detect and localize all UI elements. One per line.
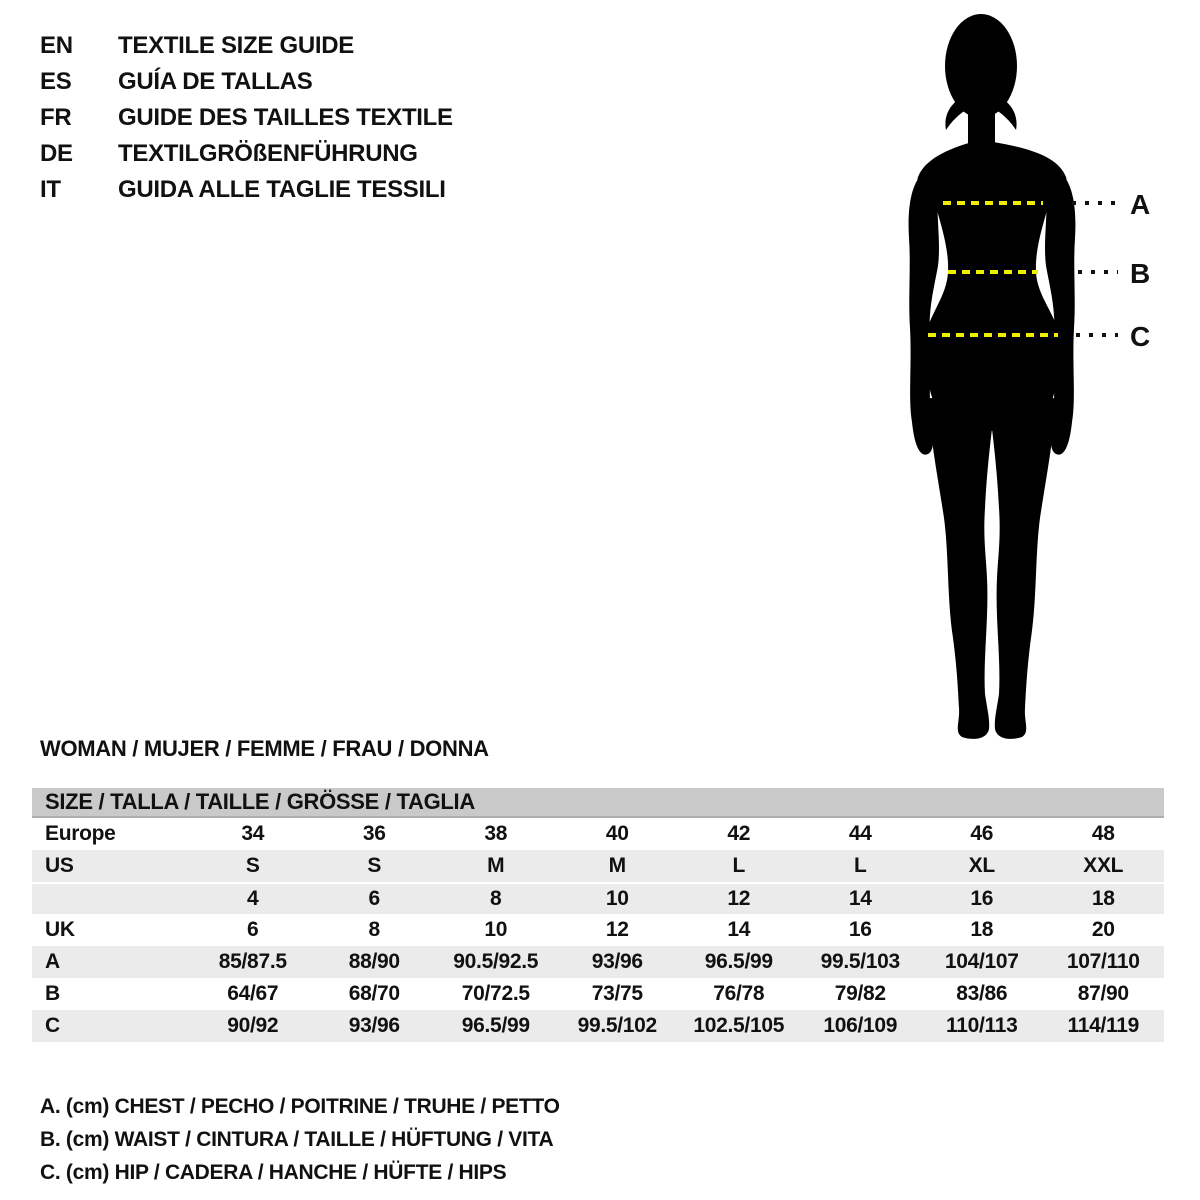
table-header: SIZE / TALLA / TAILLE / GRÖSSE / TAGLIA — [32, 788, 1164, 818]
table-cell: 73/75 — [591, 982, 643, 1005]
table-cell: M — [608, 854, 626, 877]
table-cell: 12 — [605, 918, 629, 941]
language-title: TEXTILE SIZE GUIDE — [118, 32, 354, 59]
table-cell: L — [732, 854, 746, 877]
row-label: A — [45, 950, 60, 973]
table-cell: 93/96 — [591, 950, 643, 973]
language-title: GUIDA ALLE TAGLIE TESSILI — [118, 176, 446, 203]
table-row-waist — [32, 978, 1164, 1010]
table-row-chest — [32, 946, 1164, 978]
table-row-hip — [32, 1010, 1164, 1042]
language-code: EN — [40, 32, 73, 59]
language-row-en — [40, 28, 453, 64]
table-cell: 14 — [727, 918, 751, 941]
table-cell: 4 — [247, 887, 259, 910]
woman-silhouette-icon — [909, 14, 1076, 739]
table-cell: 70/72.5 — [461, 982, 530, 1005]
language-code: FR — [40, 104, 72, 131]
language-row-de — [40, 136, 453, 172]
marker-label-b: B — [1130, 258, 1151, 289]
table-row-us-number — [32, 882, 1164, 914]
table-cell: 18 — [970, 918, 994, 941]
table-cell: 46 — [970, 822, 994, 845]
table-cell: 20 — [1091, 918, 1115, 941]
table-cell: 114/119 — [1067, 1014, 1139, 1037]
table-cell: 36 — [362, 822, 386, 845]
table-cell: 8 — [490, 887, 502, 910]
legend-waist: B. (cm) WAIST / CINTURA / TAILLE / HÜFTUNG / VITA — [40, 1127, 554, 1151]
table-cell: 87/90 — [1077, 982, 1129, 1005]
table-cell: 99.5/102 — [577, 1014, 657, 1037]
language-code: ES — [40, 68, 72, 95]
table-cell: 93/96 — [348, 1014, 400, 1037]
table-cell: 14 — [848, 887, 872, 910]
measurement-legend — [40, 1090, 560, 1189]
table-cell: S — [245, 854, 260, 877]
table-cell: 12 — [727, 887, 751, 910]
row-label: US — [45, 854, 74, 877]
table-cell: 6 — [368, 887, 380, 910]
table-cell: 106/109 — [823, 1014, 898, 1037]
table-cell: 96.5/99 — [704, 950, 773, 973]
table-cell: M — [487, 854, 505, 877]
marker-label-c: C — [1130, 321, 1151, 352]
table-cell: 96.5/99 — [461, 1014, 530, 1037]
table-cell: 44 — [848, 822, 872, 845]
table-cell: 90.5/92.5 — [453, 950, 539, 973]
language-row-it — [40, 172, 453, 208]
table-cell: XXL — [1083, 854, 1124, 877]
language-row-es — [40, 64, 453, 100]
table-cell: 68/70 — [348, 982, 400, 1005]
table-cell: 79/82 — [834, 982, 886, 1005]
measurement-figure — [880, 0, 1200, 760]
table-cell: XL — [968, 854, 995, 877]
language-row-fr — [40, 100, 453, 136]
row-label: C — [45, 1014, 60, 1037]
table-cell: 10 — [484, 918, 508, 941]
table-cell: 88/90 — [348, 950, 400, 973]
row-label: UK — [45, 918, 75, 941]
table-cell: 83/86 — [956, 982, 1008, 1005]
table-cell: L — [853, 854, 867, 877]
marker-label-a: A — [1130, 189, 1151, 220]
table-cell: 64/67 — [227, 982, 279, 1005]
table-cell: 16 — [970, 887, 994, 910]
row-label: Europe — [45, 822, 116, 845]
table-cell: 6 — [247, 918, 259, 941]
language-title: GUÍA DE TALLAS — [118, 68, 313, 95]
table-cell: 99.5/103 — [820, 950, 900, 973]
table-cell: 102.5/105 — [693, 1014, 785, 1037]
table-cell: 107/110 — [1066, 950, 1140, 973]
section-title: WOMAN / MUJER / FEMME / FRAU / DONNA — [40, 736, 489, 761]
table-cell: 76/78 — [713, 982, 765, 1005]
table-cell: 48 — [1091, 822, 1115, 845]
size-table — [32, 788, 1164, 1042]
table-row-us-letter — [32, 850, 1164, 882]
table-cell: S — [367, 854, 382, 877]
table-cell: 38 — [484, 822, 508, 845]
table-cell: 110/113 — [946, 1014, 1018, 1037]
table-cell: 104/107 — [944, 950, 1019, 973]
table-row-europe — [32, 818, 1164, 850]
language-code: IT — [40, 176, 61, 203]
table-row-uk — [32, 914, 1164, 946]
row-label: B — [45, 982, 60, 1005]
table-cell: 85/87.5 — [218, 950, 287, 973]
language-code: DE — [40, 140, 73, 167]
table-cell: 40 — [605, 822, 629, 845]
language-block — [40, 28, 453, 208]
table-cell: 42 — [727, 822, 751, 845]
table-cell: 10 — [605, 887, 629, 910]
table-cell: 18 — [1091, 887, 1115, 910]
table-cell: 8 — [368, 918, 380, 941]
legend-hip: C. (cm) HIP / CADERA / HANCHE / HÜFTE / HIPS — [40, 1160, 507, 1184]
language-title: TEXTILGRÖßENFÜHRUNG — [118, 140, 418, 167]
table-cell: 34 — [241, 822, 265, 845]
language-title: GUIDE DES TAILLES TEXTILE — [118, 104, 453, 131]
table-cell: 16 — [848, 918, 872, 941]
legend-chest: A. (cm) CHEST / PECHO / POITRINE / TRUHE / PETTO — [40, 1094, 560, 1118]
table-cell: 90/92 — [227, 1014, 279, 1037]
